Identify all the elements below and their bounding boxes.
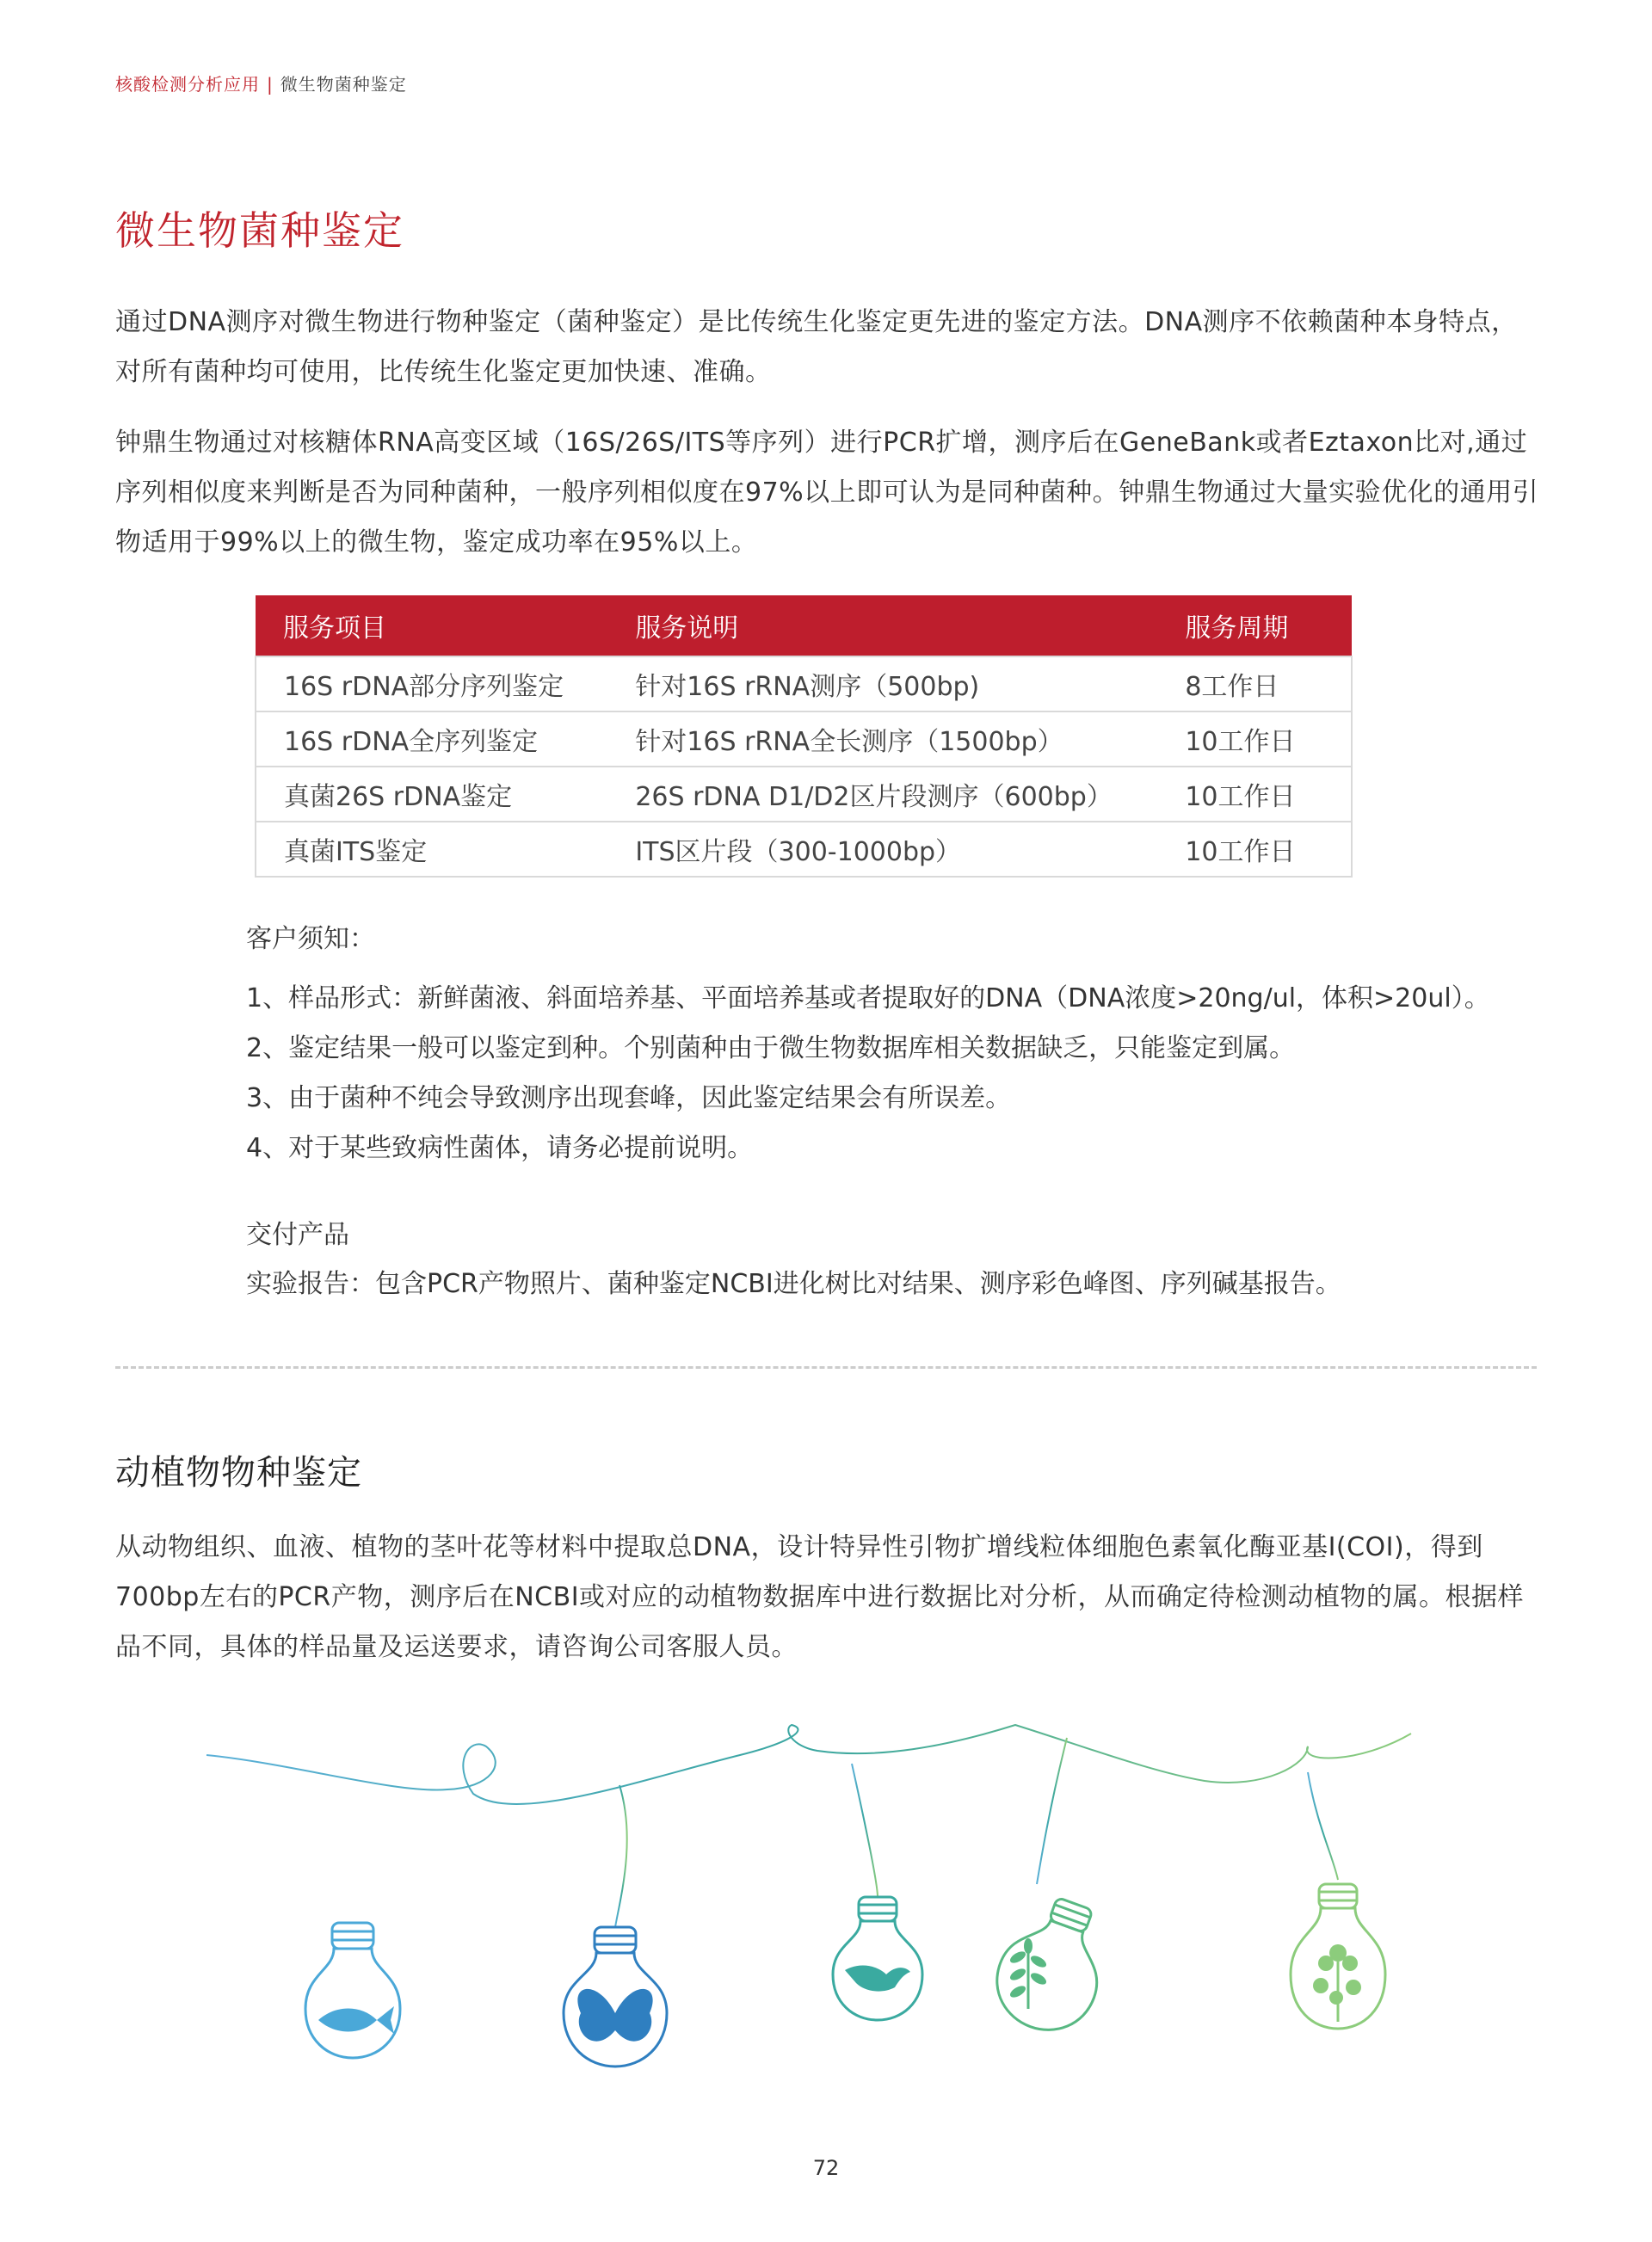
intro-paragraph-1: 通过DNA测序对微生物进行物种鉴定（菌种鉴定）是比传统生化鉴定更先进的鉴定方法。DNA测序不依赖菌种本身特点，对所有菌种均可使用，比传统生化鉴定更加快速、准确。 xyxy=(115,307,1518,387)
table-header-cell: 服务项目 xyxy=(256,595,607,656)
bulb-bird xyxy=(833,1897,922,2020)
hanging-bulbs-illustration xyxy=(189,1712,1463,2108)
delivery-text: 实验报告：包含PCR产物照片、菌种鉴定NCBI进化树比对结果、测序彩色峰图、序列碱基报告。 xyxy=(246,1269,1341,1299)
leaf-icon xyxy=(1008,1938,1048,2009)
intro-paragraph-2: 钟鼎生物通过对核糖体RNA高变区域（16S/26S/ITS等序列）进行PCR扩增，测序后在GeneBank或者Eztaxon比对,通过序列相似度来判断是否为同种菌种，一般序列相似度在97%以上即可认为是同种菌种。钟鼎生物通过大量实验优化的通用引物适用于99%以上的微生物，鉴定成功率在95%以上。 xyxy=(115,428,1539,557)
table-header-cell: 服务周期 xyxy=(1157,595,1352,656)
table-cell: 8工作日 xyxy=(1157,656,1352,711)
table-row xyxy=(256,822,1352,877)
breadcrumb xyxy=(115,71,407,95)
delivery-title: 交付产品 xyxy=(246,1220,349,1250)
table-cell: 16S rDNA部分序列鉴定 xyxy=(256,656,607,711)
notice-item: 4、对于某些致病性菌体，请务必提前说明。 xyxy=(246,1133,754,1163)
page-number: 72 xyxy=(812,2156,840,2180)
table-row xyxy=(256,767,1352,822)
table-cell: 针对16S rRNA测序（500bp) xyxy=(607,656,1157,711)
notice-item: 3、由于菌种不纯会导致测序出现套峰，因此鉴定结果会有所误差。 xyxy=(246,1083,1012,1113)
table-cell: 10工作日 xyxy=(1157,767,1352,822)
table-header-row xyxy=(256,595,1352,656)
breadcrumb-section: 核酸检测分析应用 xyxy=(115,74,260,95)
bird-icon xyxy=(845,1966,910,1992)
table-cell: 10工作日 xyxy=(1157,711,1352,767)
table-cell: ITS区片段（300-1000bp） xyxy=(607,822,1157,877)
breadcrumb-page: 微生物菌种鉴定 xyxy=(280,74,407,95)
butterfly-icon xyxy=(577,1989,652,2042)
notice-item: 1、样品形式：新鲜菌液、斜面培养基、平面培养基或者提取好的DNA（DNA浓度>20ng/ul，体积>20ul）。 xyxy=(246,983,1490,1013)
table-cell: 真菌ITS鉴定 xyxy=(256,822,607,877)
fish-icon xyxy=(318,2006,394,2034)
table-row xyxy=(256,711,1352,767)
section-divider xyxy=(115,1366,1537,1369)
table-cell: 10工作日 xyxy=(1157,822,1352,877)
notice-title: 客户须知： xyxy=(246,924,375,954)
table-row xyxy=(256,656,1352,711)
species-paragraph: 从动物组织、血液、植物的茎叶花等材料中提取总DNA，设计特异性引物扩增线粒体细胞色素氧化酶亚基I(COI)，得到700bp左右的PCR产物，测序后在NCBI或对应的动植物数据库中进行数据比对分析，从而确定待检测动植物的属。根据样品不同，具体的样品量及运送要求，请咨询公司客服人员。 xyxy=(115,1532,1525,1662)
flower-icon xyxy=(1313,1944,1361,2022)
table-cell: 26S rDNA D1/D2区片段测序（600bp） xyxy=(607,767,1157,822)
service-table xyxy=(255,595,1353,878)
table-cell: 16S rDNA全序列鉴定 xyxy=(256,711,607,767)
vine-string xyxy=(206,1725,1411,1927)
bulb-flower xyxy=(1291,1884,1385,2029)
notice-item: 2、鉴定结果一般可以鉴定到种。个别菌种由于微生物数据库相关数据缺乏，只能鉴定到属。 xyxy=(246,1033,1296,1063)
table-cell: 真菌26S rDNA鉴定 xyxy=(256,767,607,822)
bulb-leaf xyxy=(983,1887,1122,2044)
bulb-fish xyxy=(305,1923,400,2058)
table-cell: 针对16S rRNA全长测序（1500bp） xyxy=(607,711,1157,767)
section-title-microbe: 微生物菌种鉴定 xyxy=(115,207,404,254)
breadcrumb-separator: | xyxy=(267,74,274,95)
section-title-species: 动植物物种鉴定 xyxy=(115,1453,362,1493)
table-header-cell: 服务说明 xyxy=(607,595,1157,656)
bulb-butterfly xyxy=(564,1927,667,2066)
